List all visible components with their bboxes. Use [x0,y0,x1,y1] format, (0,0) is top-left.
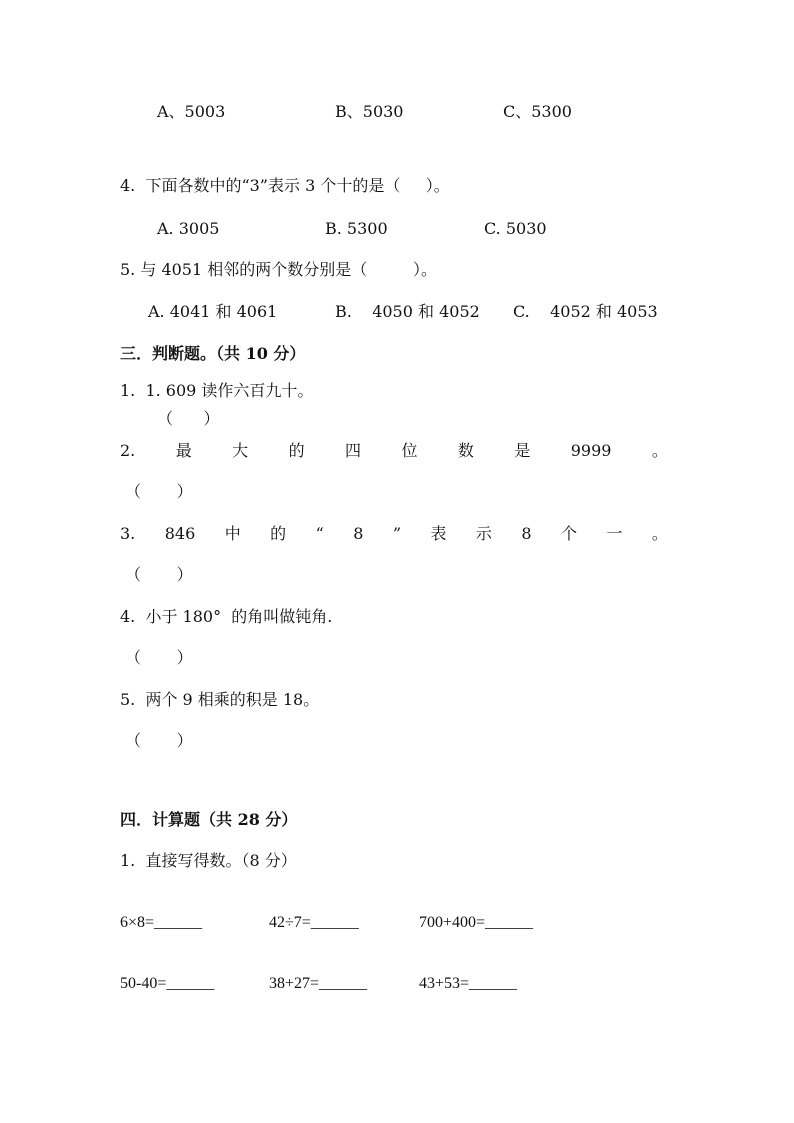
judge-item-2-token: 是 [514,441,531,460]
section4-subquestion-1: 1. 直接写得数。（8 分） [120,851,297,870]
judge-item-2-token: 位 [401,441,418,460]
q4-option-c: C. 5030 [484,219,547,238]
judge-item-3-token: 。 [651,524,668,543]
judge-item-4-answer-paren: （ ） [125,648,193,667]
judge-item-2-token: 。 [651,441,668,460]
judge-item-2-token: 9999 [570,441,612,460]
judge-item-3-token: 8 [353,524,364,543]
calc-problem: 38+27=______ [269,975,368,992]
judge-item-3-token: 846 [164,524,196,543]
judge-item-3-token: “ [315,524,324,543]
judge-item-1-text: 1. 1. 609 读作六百九十。 [120,381,314,400]
q3-option-a: A、5003 [157,102,226,121]
q3-option-c: C、5300 [503,102,572,121]
judge-item-3-text [120,524,668,544]
calc-problem: 42÷7=______ [269,914,359,931]
judge-item-3-token: 中 [224,524,241,543]
judge-item-3-token: 表 [430,524,447,543]
judge-item-2-token: 大 [232,441,249,460]
q5-option-b: B. 4050 和 4052 [335,302,480,321]
judge-item-2-token: 四 [345,441,362,460]
judge-item-3-token: 示 [475,524,492,543]
q4-option-b: B. 5300 [325,219,388,238]
calc-problem: 6×8=______ [120,914,203,931]
judge-item-3-token: 一 [606,524,623,543]
calc-problem: 50-40=______ [120,975,215,992]
judge-item-1-answer-paren: （ ） [157,409,220,428]
q3-option-b: B、5030 [335,102,404,121]
judge-item-2-answer-paren: （ ） [125,482,193,501]
q4-stem: 4. 下面各数中的“3”表示 3 个十的是（ ）。 [120,176,450,195]
judge-item-2-token: 2. [120,441,136,460]
judge-item-2-text [120,441,668,461]
calc-problem: 700+400=______ [419,914,534,931]
q4-option-a: A. 3005 [157,219,220,238]
judge-item-3-token: 的 [270,524,287,543]
judge-item-5-text: 5. 两个 9 相乘的积是 18。 [120,690,320,709]
section4-title: 四．计算题（共 28 分） [120,810,298,829]
judge-item-3-token: 3. [120,524,136,543]
judge-item-3-answer-paren: （ ） [125,565,193,584]
q5-option-a: A. 4041 和 4061 [148,302,278,321]
judge-item-3-token: 8 [521,524,532,543]
judge-item-3-token: 个 [561,524,578,543]
judge-item-2-token: 数 [457,441,474,460]
q5-stem: 5. 与 4051 相邻的两个数分别是（ ）。 [120,260,438,279]
calc-problem: 43+53=______ [419,975,518,992]
section3-title: 三．判断题。（共 10 分） [120,344,306,363]
judge-item-3-token: ” [392,524,402,543]
judge-item-4-text: 4. 小于 180° 的角叫做钝角. [120,607,333,626]
judge-item-2-token: 最 [175,441,192,460]
q5-option-c: C. 4052 和 4053 [513,302,658,321]
judge-item-2-token: 的 [288,441,305,460]
judge-item-5-answer-paren: （ ） [125,731,193,750]
